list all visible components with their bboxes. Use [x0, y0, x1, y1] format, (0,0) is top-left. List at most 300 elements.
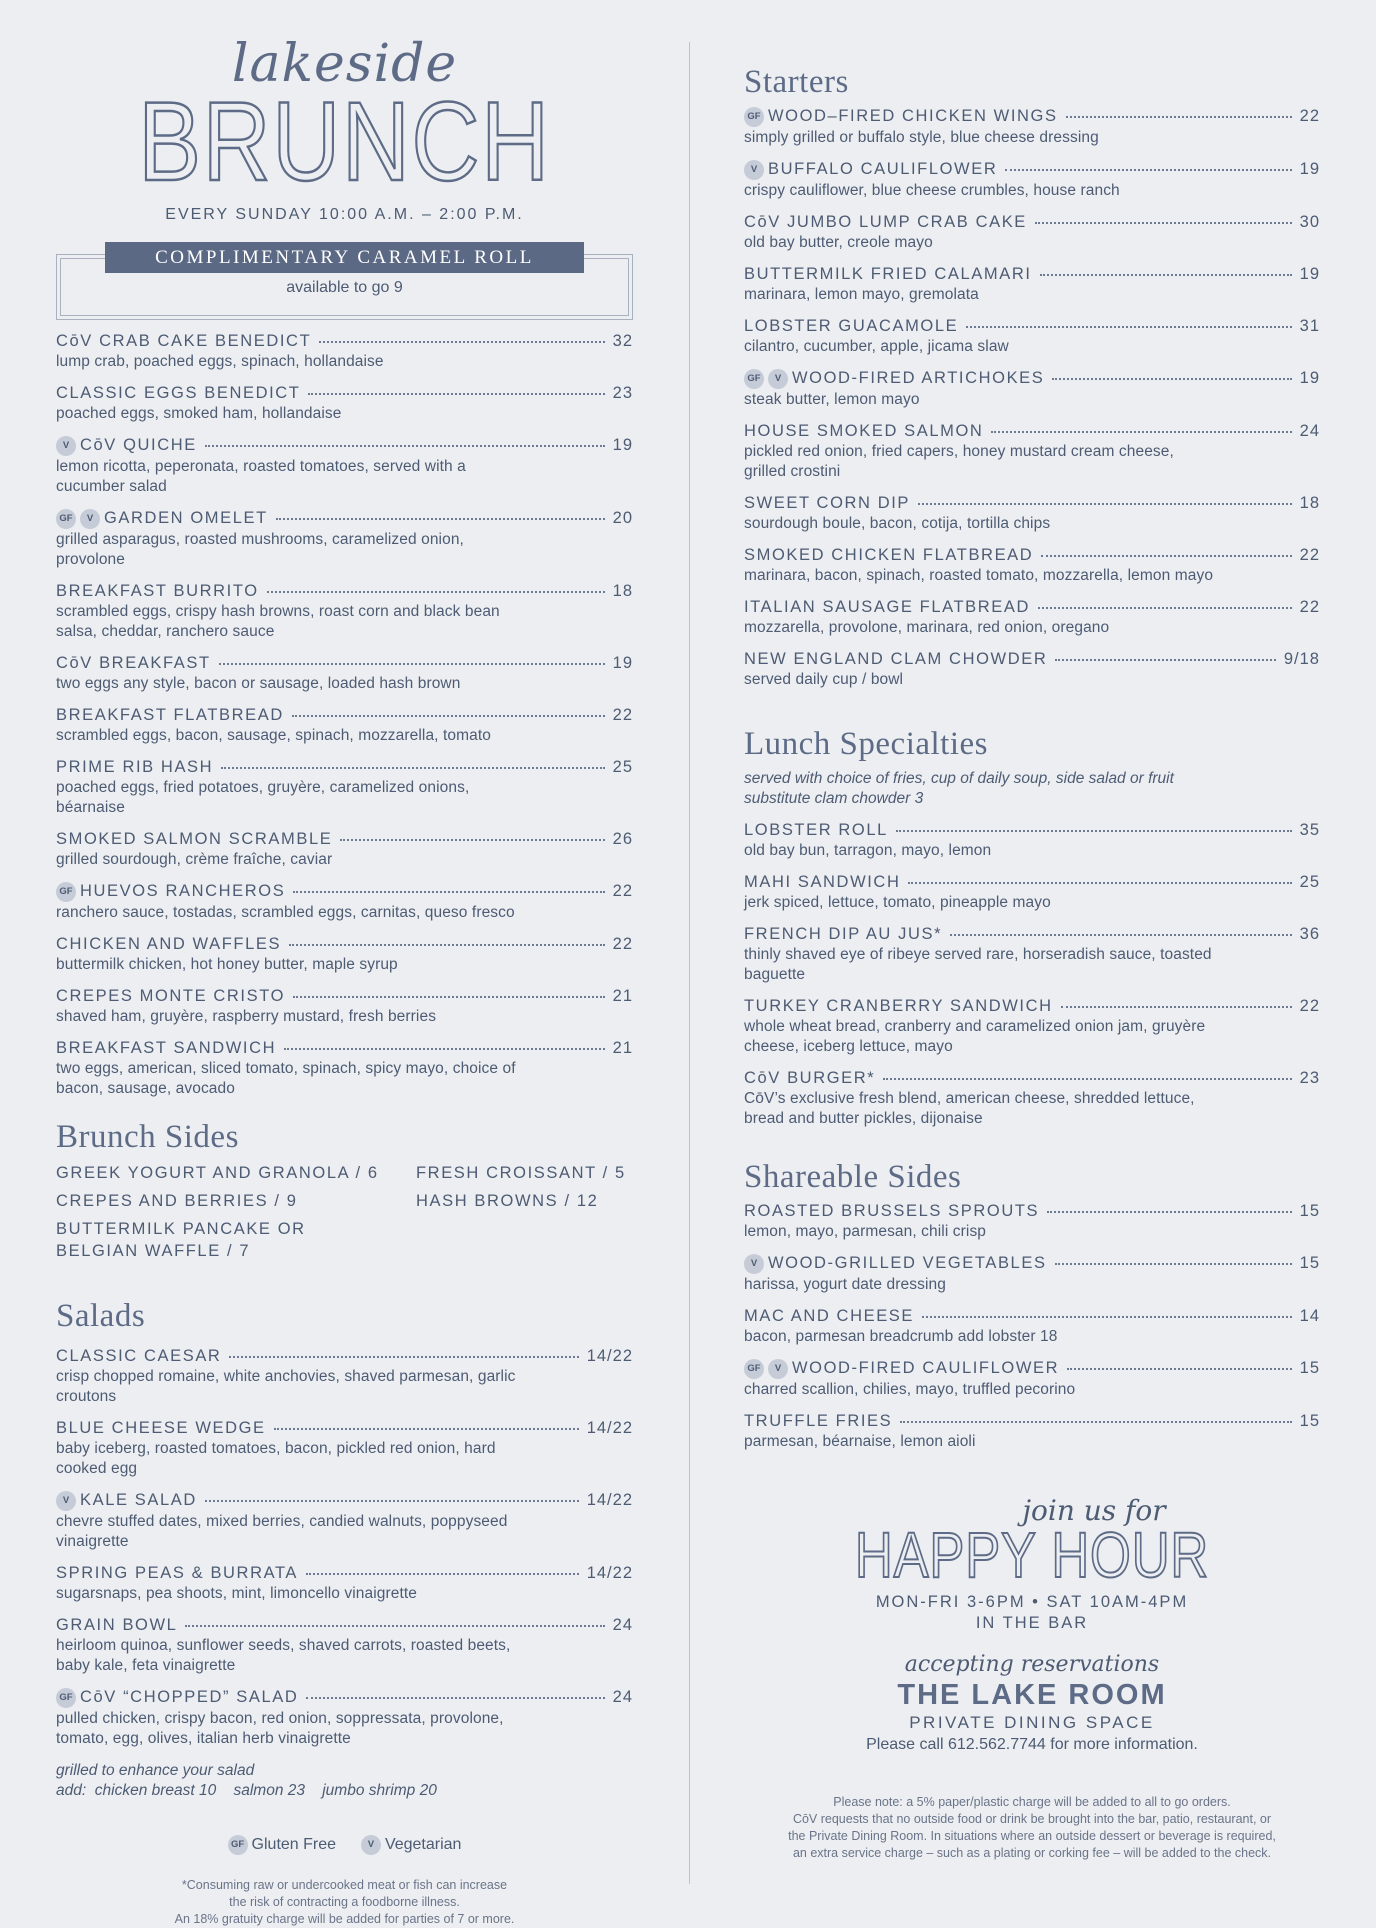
menu-item-name [56, 830, 332, 849]
menu-item-description: ranchero sauce, tostadas, scrambled eggs, carnitas, queso fresco [56, 904, 515, 921]
menu-item-title: NEW ENGLAND CLAM CHOWDER [744, 650, 1048, 668]
menu-item-price: 35 [1299, 821, 1320, 839]
happy-hour-title: HAPPY HOUR [854, 1519, 1210, 1591]
menu-item-title: CōV BURGER* [744, 1069, 876, 1087]
menu-item-price: 22 [612, 706, 633, 724]
menu-item [56, 706, 633, 746]
dot-leader [293, 996, 605, 998]
menu-item [744, 494, 1320, 534]
menu-item [744, 925, 1320, 985]
menu-item-name [744, 317, 958, 336]
menu-item-name [744, 598, 1030, 617]
caramel-roll-note: available to go 9 [286, 279, 403, 296]
menu-item-description: thinly shaved eye of ribeye served rare, horseradish sauce, toasted baguette [744, 946, 1212, 983]
menu-item-title: PRIME RIB HASH [56, 758, 214, 776]
dot-leader [883, 1078, 1291, 1080]
dot-leader [1040, 274, 1292, 276]
shareable-section [744, 1159, 1320, 1452]
menu-item-name [744, 1359, 1059, 1379]
menu-item-description: heirloom quinoa, sunflower seeds, shaved carrots, roasted beets, baby kale, feta vinaigrette [56, 1637, 511, 1674]
note-line: the Private Dining Room. In situations where an outside dessert or beverage is required, [788, 1829, 1276, 1843]
brunch-sides-title: Brunch Sides [56, 1119, 239, 1155]
menu-item-title: LOBSTER GUACAMOLE [744, 317, 959, 335]
menu-item-description: marinara, bacon, spinach, roasted tomato, mozzarella, lemon mayo [744, 567, 1214, 584]
dot-leader [274, 1428, 579, 1430]
note-line: an extra service charge – such as a plating or corking fee – will be added to the check. [792, 1846, 1272, 1860]
menu-item-name [56, 1347, 221, 1366]
gluten-free-badge-icon: GF [744, 1359, 764, 1379]
menu-item-description: sourdough boule, bacon, cotija, tortilla chips [744, 515, 1051, 532]
menu-item-title: ITALIAN SAUSAGE FLATBREAD [744, 598, 1031, 616]
menu-item [744, 317, 1320, 357]
menu-item [744, 1412, 1320, 1452]
menu-item-description: lemon ricotta, peperonata, roasted tomatoes, served with a cucumber salad [56, 458, 466, 495]
menu-item [744, 546, 1320, 586]
happy-hour-script: join us for [1022, 1494, 1166, 1527]
menu-item-name [744, 925, 942, 944]
menu-item-title: CōV CRAB CAKE BENEDICT [56, 332, 312, 350]
dot-leader [306, 1697, 604, 1699]
dot-leader [219, 663, 605, 665]
menu-item-description: grilled sourdough, crème fraîche, caviar [56, 851, 333, 868]
menu-item-price: 14/22 [586, 1564, 633, 1582]
menu-item-description: scrambled eggs, crispy hash browns, roast corn and black bean salsa, cheddar, ranchero sauce [56, 603, 500, 640]
menu-item [56, 882, 633, 923]
menu-item-description: pickled red onion, fried capers, honey mustard cream cheese, grilled crostini [744, 443, 1174, 480]
salads-title: Salads [56, 1298, 146, 1334]
menu-item-title: CHICKEN AND WAFFLES [56, 935, 282, 953]
menu-item-name [744, 265, 1032, 284]
menu-item-price: 18 [612, 582, 633, 600]
menu-item [56, 1564, 633, 1604]
menu-item-price: 19 [612, 436, 633, 454]
dot-leader [306, 1573, 579, 1575]
gluten-free-label: Gluten Free [251, 1836, 337, 1853]
note-line: CōV requests that no outside food or drink be brought into the bar, patio, restaurant, or [792, 1812, 1272, 1826]
menu-item [744, 369, 1320, 410]
menu-item [56, 1347, 633, 1407]
menu-item-price: 14/22 [586, 1491, 633, 1509]
right-column [744, 0, 1320, 1862]
menu-item-title: BUFFALO CAULIFLOWER [768, 160, 998, 178]
menu-item-description: poached eggs, smoked ham, hollandaise [56, 405, 342, 422]
menu-item-title: WOOD-GRILLED VEGETABLES [768, 1254, 1047, 1272]
menu-item-name [56, 935, 281, 954]
dot-leader [1052, 378, 1291, 380]
menu-item-title: CLASSIC EGGS BENEDICT [56, 384, 301, 402]
note-line: Please note: a 5% paper/plastic charge will be added to all to go orders. [833, 1795, 1231, 1809]
gluten-free-badge-icon: GF [744, 107, 764, 127]
menu-item-description: steak butter, lemon mayo [744, 391, 920, 408]
salads-list [56, 1347, 633, 1749]
brunch-logo [56, 0, 633, 224]
menu-item-title: KALE SALAD [80, 1491, 197, 1509]
side-item: CREPES AND BERRIES / 9 [56, 1192, 298, 1210]
happy-hour-block [744, 1496, 1320, 1756]
menu-item [744, 598, 1320, 638]
dot-leader [205, 1500, 579, 1502]
menu-item [56, 987, 633, 1027]
menu-item-title: TURKEY CRANBERRY SANDWICH [744, 997, 1053, 1015]
menu-item [744, 650, 1320, 690]
menu-item-name [744, 369, 1044, 389]
menu-item-description: grilled asparagus, roasted mushrooms, caramelized onion, provolone [56, 531, 464, 568]
dot-leader [292, 715, 605, 717]
dot-leader [276, 518, 605, 520]
menu-item [744, 160, 1320, 201]
footnote-line: the risk of contracting a foodborne illness. [229, 1895, 460, 1909]
menu-item-price: 26 [612, 830, 633, 848]
gluten-free-badge-icon: GF [56, 1688, 76, 1708]
menu-item [744, 1359, 1320, 1400]
menu-item-price: 32 [612, 332, 633, 350]
gluten-free-badge-icon: GF [56, 882, 76, 902]
menu-item-name [56, 1419, 266, 1438]
dot-leader [922, 1316, 1292, 1318]
happy-hour-times: MON-FRI 3-6PM • SAT 10AM-4PM [875, 1593, 1189, 1611]
left-column [56, 0, 633, 1928]
starters-section [744, 64, 1320, 690]
menu-item-price: 20 [612, 509, 633, 527]
menu-item-name [56, 582, 259, 601]
menu-item-description: lump crab, poached eggs, spinach, hollandaise [56, 353, 384, 370]
menu-item-title: TRUFFLE FRIES [744, 1412, 893, 1430]
menu-item-price: 15 [1299, 1412, 1320, 1430]
menu-item-name [56, 1039, 276, 1058]
menu-item-description: whole wheat bread, cranberry and caramelized onion jam, gruyère cheese, iceberg lettuce, mayo [744, 1018, 1206, 1055]
menu-item [56, 582, 633, 642]
lunch-list [744, 821, 1320, 1129]
menu-item-name [56, 987, 285, 1006]
gluten-free-badge-icon: GF [56, 509, 76, 529]
dot-leader [1061, 1006, 1292, 1008]
footnote-line: An 18% gratuity charge will be added for parties of 7 or more. [174, 1912, 515, 1926]
menu-item-name [744, 494, 910, 513]
logo-title: BRUNCH [138, 79, 551, 204]
dot-leader [267, 591, 605, 593]
menu-item [56, 758, 633, 818]
menu-item-description: mozzarella, provolone, marinara, red onion, oregano [744, 619, 1110, 636]
menu-item-name [56, 1616, 177, 1635]
menu-item [744, 873, 1320, 913]
menu-item-name [56, 758, 213, 777]
menu-item-price: 14/22 [586, 1419, 633, 1437]
menu-item-description: old bay bun, tarragon, mayo, lemon [744, 842, 992, 859]
menu-item-name [744, 997, 1053, 1016]
menu-item-description: baby iceberg, roasted tomatoes, bacon, pickled red onion, hard cooked egg [56, 1440, 496, 1477]
menu-item-description: simply grilled or buffalo style, blue cheese dressing [744, 129, 1099, 146]
caramel-roll-title: COMPLIMENTARY CARAMEL ROLL [105, 242, 584, 273]
dot-leader [966, 326, 1291, 328]
gluten-free-badge-icon: GF [228, 1835, 248, 1855]
happy-hour-location: IN THE BAR [975, 1614, 1089, 1632]
menu-item-price: 31 [1299, 317, 1320, 335]
dot-leader [1005, 169, 1291, 171]
menu-item-price: 21 [612, 987, 633, 1005]
column-divider [689, 42, 690, 1884]
menu-item-description: CōV’s exclusive fresh blend, american cheese, shredded lettuce, bread and butter pickles, dijonaise [744, 1090, 1195, 1127]
menu-item-description: shaved ham, gruyère, raspberry mustard, fresh berries [56, 1008, 437, 1025]
dot-leader [1041, 555, 1291, 557]
lunch-section [744, 726, 1320, 1129]
dot-leader [1055, 659, 1276, 661]
menu-item [744, 997, 1320, 1057]
menu-item [56, 654, 633, 694]
vegetarian-badge-icon: V [768, 369, 788, 389]
menu-item-title: GARDEN OMELET [104, 509, 268, 527]
menu-item-price: 9/18 [1283, 650, 1320, 668]
dot-leader [229, 1356, 578, 1358]
menu-item-description: sugarsnaps, pea shoots, mint, limoncello vinaigrette [56, 1585, 418, 1602]
menu-item-title: SMOKED SALMON SCRAMBLE [56, 830, 333, 848]
lunch-note: served with choice of fries, cup of daily soup, side salad or fruit substitute clam chowder 3 [744, 770, 1174, 807]
menu-item-name [744, 1202, 1039, 1221]
brunch-hours: EVERY SUNDAY 10:00 A.M. – 2:00 P.M. [165, 206, 524, 223]
menu-item-description: marinara, lemon mayo, gremolata [744, 286, 979, 303]
vegetarian-badge-icon: V [56, 436, 76, 456]
menu-item-name [744, 107, 1058, 127]
footnote-line: *Consuming raw or undercooked meat or fish can increase [181, 1878, 508, 1892]
menu-item-name [56, 332, 311, 351]
menu-item-title: SMOKED CHICKEN FLATBREAD [744, 546, 1034, 564]
menu-item-title: CLASSIC CAESAR [56, 1347, 222, 1365]
menu-item-price: 23 [612, 384, 633, 402]
dot-leader [185, 1625, 604, 1627]
dot-leader [1038, 607, 1292, 609]
dot-leader [293, 891, 604, 893]
menu-item-description: pulled chicken, crispy bacon, red onion, soppressata, provolone, tomato, egg, olives, italian herb vinaigrette [56, 1710, 504, 1747]
menu-item [744, 1202, 1320, 1242]
dot-leader [340, 839, 604, 841]
menu-item-price: 30 [1299, 213, 1320, 231]
dot-leader [289, 944, 605, 946]
brunch-sides-list [56, 1162, 633, 1262]
menu-item-description: charred scallion, chilies, mayo, truffled pecorino [744, 1381, 1076, 1398]
menu-item-name [744, 1412, 892, 1431]
dot-leader [908, 882, 1291, 884]
shareable-list [744, 1202, 1320, 1452]
menu-item-name [744, 1254, 1047, 1274]
starters-title: Starters [744, 64, 849, 100]
vegetarian-badge-icon: V [744, 160, 764, 180]
menu-item [56, 1688, 633, 1749]
menu-item [56, 1491, 633, 1552]
menu-item-name [56, 509, 268, 529]
dot-leader [1066, 116, 1292, 118]
lake-room-phone: Please call 612.562.7744 for more information. [866, 1736, 1198, 1753]
menu-item-price: 22 [1299, 598, 1320, 616]
brunch-sides-section [56, 1119, 633, 1262]
menu-item-name [56, 706, 284, 725]
menu-item-price: 22 [1299, 546, 1320, 564]
menu-item-title: BLUE CHEESE WEDGE [56, 1419, 266, 1437]
menu-item [56, 935, 633, 975]
menu-item-description: poached eggs, fried potatoes, gruyère, caramelized onions, béarnaise [56, 779, 470, 816]
menu-item [56, 332, 633, 372]
to-go-note [744, 1794, 1320, 1862]
shareable-title: Shareable Sides [744, 1159, 962, 1195]
menu-item-title: MAC AND CHEESE [744, 1307, 915, 1325]
menu-item-name [56, 436, 197, 456]
dot-leader [900, 1421, 1291, 1423]
menu-item [56, 1039, 633, 1099]
menu-item [56, 436, 633, 497]
menu-item-title: SPRING PEAS & BURRATA [56, 1564, 299, 1582]
menu-item-title: CōV “CHOPPED” SALAD [80, 1688, 299, 1706]
menu-item-title: CōV QUICHE [80, 436, 197, 454]
vegetarian-badge-icon: V [361, 1835, 381, 1855]
lunch-title: Lunch Specialties [744, 726, 989, 762]
menu-item-description: harissa, yogurt date dressing [744, 1276, 946, 1293]
menu-item-name [56, 1688, 298, 1708]
menu-item-description: scrambled eggs, bacon, sausage, spinach, mozzarella, tomato [56, 727, 491, 744]
gluten-free-badge-icon: GF [744, 369, 764, 389]
dot-leader [284, 1048, 605, 1050]
dot-leader [221, 767, 604, 769]
menu-item-title: BREAKFAST SANDWICH [56, 1039, 277, 1057]
lake-room-title: THE LAKE ROOM [897, 1679, 1167, 1711]
dot-leader [1035, 222, 1292, 224]
menu-item-price: 15 [1299, 1202, 1320, 1220]
menu-item-name [56, 882, 285, 902]
menu-item-name [56, 1491, 197, 1511]
menu-item-title: BREAKFAST FLATBREAD [56, 706, 284, 724]
menu-item-price: 36 [1299, 925, 1320, 943]
dot-leader [991, 431, 1291, 433]
menu-item [56, 830, 633, 870]
menu-item-title: WOOD–FIRED CHICKEN WINGS [768, 107, 1058, 125]
menu-item-name [744, 650, 1047, 669]
menu-item [56, 1616, 633, 1676]
menu-item [744, 1069, 1320, 1129]
menu-item-title: WOOD-FIRED CAULIFLOWER [792, 1359, 1060, 1377]
menu-item-price: 18 [1299, 494, 1320, 512]
menu-item-price: 24 [1299, 422, 1320, 440]
dietary-legend [56, 1835, 633, 1855]
menu-item-description: chevre stuffed dates, mixed berries, candied walnuts, poppyseed vinaigrette [56, 1513, 508, 1550]
side-item: BUTTERMILK PANCAKE OR BELGIAN WAFFLE / 7 [56, 1220, 306, 1260]
side-item: FRESH CROISSANT / 5 [416, 1164, 626, 1182]
reservations-script: accepting reservations [904, 1652, 1160, 1677]
menu-item-description: crisp chopped romaine, white anchovies, shaved parmesan, garlic croutons [56, 1368, 516, 1405]
side-item: HASH BROWNS / 12 [416, 1192, 599, 1210]
menu-item-title: SWEET CORN DIP [744, 494, 911, 512]
menu-item-price: 23 [1299, 1069, 1320, 1087]
menu-item-name [744, 213, 1027, 232]
vegetarian-label: Vegetarian [384, 1836, 462, 1853]
menu-item-description: buttermilk chicken, hot honey butter, maple syrup [56, 956, 398, 973]
menu-item-name [56, 384, 300, 403]
menu-item-description: old bay butter, creole mayo [744, 234, 933, 251]
menu-item-price: 25 [612, 758, 633, 776]
menu-item-name [744, 1069, 875, 1088]
logo-script: lakeside [231, 34, 458, 94]
menu-item-price: 25 [1299, 873, 1320, 891]
menu-item-description: crispy cauliflower, blue cheese crumbles, house ranch [744, 182, 1120, 199]
salads-section [56, 1298, 633, 1801]
menu-item-description: served daily cup / bowl [744, 671, 904, 688]
menu-item-price: 19 [1299, 369, 1320, 387]
menu-item [56, 1419, 633, 1479]
menu-item-price: 19 [612, 654, 633, 672]
starters-list [744, 107, 1320, 690]
menu-item-description: bacon, parmesan breadcrumb add lobster 18 [744, 1328, 1058, 1345]
lake-room-subtitle: PRIVATE DINING SPACE [909, 1713, 1155, 1732]
menu-item-price: 15 [1299, 1359, 1320, 1377]
menu-item-price: 15 [1299, 1254, 1320, 1272]
dot-leader [950, 934, 1292, 936]
dot-leader [308, 393, 604, 395]
caramel-roll-box [56, 247, 633, 320]
menu-item-name [56, 654, 211, 673]
menu-item-description: lemon, mayo, parmesan, chili crisp [744, 1223, 987, 1240]
consumption-footnote [56, 1877, 633, 1928]
menu-item-title: FRENCH DIP AU JUS* [744, 925, 943, 943]
menu-item-price: 22 [612, 935, 633, 953]
menu-item-title: HOUSE SMOKED SALMON [744, 422, 984, 440]
menu-item-title: BREAKFAST BURRITO [56, 582, 259, 600]
menu-item-price: 24 [612, 1616, 633, 1634]
menu-item [56, 384, 633, 424]
salad-enhance-title: grilled to enhance your salad [56, 1762, 255, 1779]
menu-item-name [56, 1564, 298, 1583]
menu-item [744, 422, 1320, 482]
menu-item-title: CōV JUMBO LUMP CRAB CAKE [744, 213, 1027, 231]
menu-item [744, 265, 1320, 305]
menu-item-name [744, 1307, 914, 1326]
menu-item-title: ROASTED BRUSSELS SPROUTS [744, 1202, 1040, 1220]
side-item: GREEK YOGURT AND GRANOLA / 6 [56, 1164, 379, 1182]
menu-item-name [744, 873, 900, 892]
dot-leader [1047, 1211, 1292, 1213]
menu-item-price: 22 [1299, 997, 1320, 1015]
menu-item-title: MAHI SANDWICH [744, 873, 901, 891]
menu-item-price: 22 [1299, 107, 1320, 125]
vegetarian-badge-icon: V [768, 1359, 788, 1379]
menu-item [744, 213, 1320, 253]
menu-item-name [744, 546, 1033, 565]
menu-item-price: 19 [1299, 265, 1320, 283]
menu-item-title: CōV BREAKFAST [56, 654, 211, 672]
menu-item-title: HUEVOS RANCHEROS [80, 882, 286, 900]
menu-item [56, 509, 633, 570]
menu-item-name [744, 821, 888, 840]
menu-item-description: two eggs, american, sliced tomato, spinach, spicy mayo, choice of bacon, sausage, avocado [56, 1060, 516, 1097]
menu-item [744, 1307, 1320, 1347]
menu-item [744, 107, 1320, 148]
menu-item-price: 21 [612, 1039, 633, 1057]
vegetarian-badge-icon: V [80, 509, 100, 529]
dot-leader [1067, 1368, 1292, 1370]
vegetarian-badge-icon: V [744, 1254, 764, 1274]
salad-enhance-options: add: chicken breast 10 salmon 23 jumbo shrimp 20 [56, 1782, 437, 1799]
menu-item-name [744, 160, 997, 180]
menu-item-name [744, 422, 983, 441]
menu-item-title: GRAIN BOWL [56, 1616, 178, 1634]
menu-item-price: 22 [612, 882, 633, 900]
dot-leader [205, 445, 605, 447]
menu-item [744, 821, 1320, 861]
menu-item-price: 14 [1299, 1307, 1320, 1325]
menu-item-title: WOOD-FIRED ARTICHOKES [792, 369, 1045, 387]
dot-leader [918, 503, 1292, 505]
brunch-menu-list [56, 332, 633, 1099]
menu-item [744, 1254, 1320, 1295]
menu-item-title: LOBSTER ROLL [744, 821, 888, 839]
menu-item-description: two eggs any style, bacon or sausage, loaded hash brown [56, 675, 461, 692]
vegetarian-badge-icon: V [56, 1491, 76, 1511]
menu-item-price: 19 [1299, 160, 1320, 178]
